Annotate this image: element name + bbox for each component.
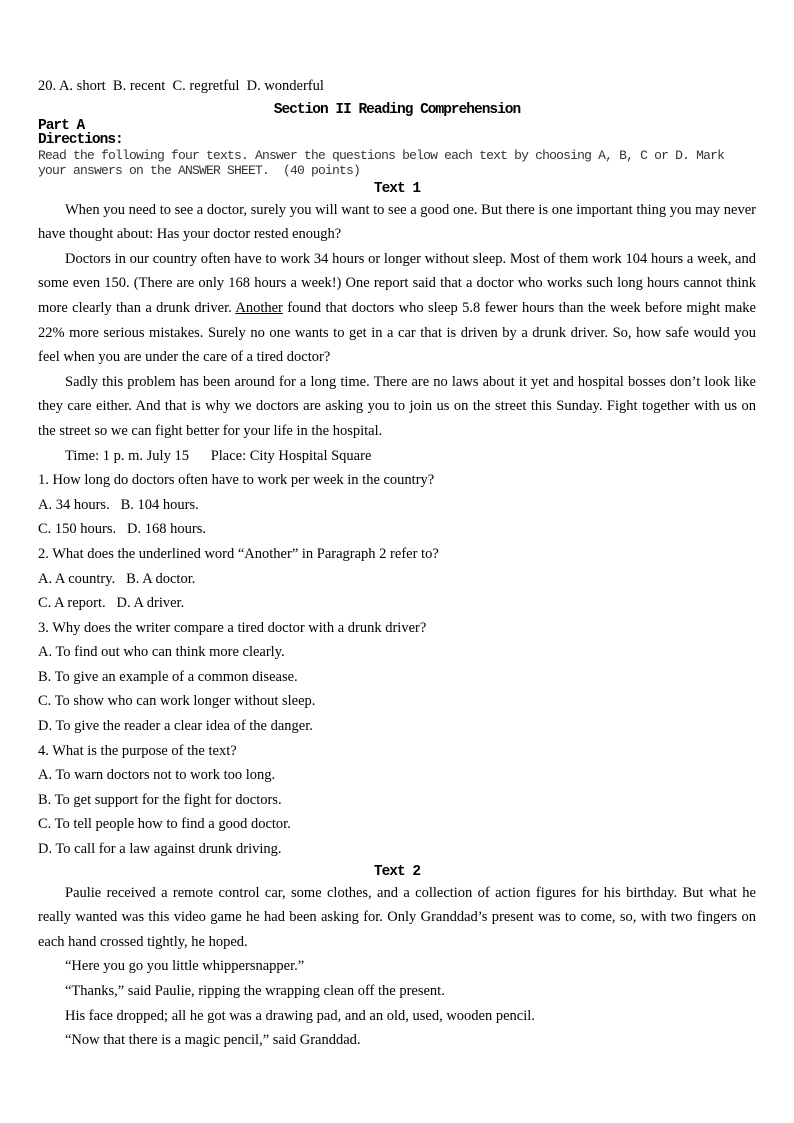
text1-paragraph-2-before: Doctors in our country often have to work 34 hours or longer without sleep. Most of them work 104 hours a week, and some even 150. (There are only 168 hours a week!) One report said that a doctor who works such long hours cannot think more clearly than a drunk driver.: [38, 250, 756, 316]
directions-label: Directions:: [38, 132, 123, 149]
option-line: B. To get support for the fight for doctors.: [38, 791, 282, 808]
dialogue-line: His face dropped; all he got was a drawing pad, and an old, used, wooden pencil.: [65, 1007, 535, 1024]
option-line: C. To tell people how to find a good doctor.: [38, 816, 291, 833]
directions-text: [38, 148, 756, 179]
dialogue-line: “Here you go you little whippersnapper.”: [65, 958, 305, 975]
question-line: 2. What does the underlined word “Another” in Paragraph 2 refer to?: [38, 545, 439, 562]
part-a-label: Part A: [38, 117, 85, 134]
question-line: 3. Why does the writer compare a tired doctor with a drunk driver?: [38, 619, 427, 636]
text1-paragraph-1: When you need to see a doctor, surely you will want to see a good one. But there is one important thing you may never have thought about: Has your doctor rested enough?: [38, 201, 756, 243]
text1-title: Text 1: [373, 180, 421, 197]
option-line: A. To find out who can think more clearly.: [38, 644, 285, 661]
directions-line: Read the following four texts. Answer the questions below each text by choosing A, B, C or D. Mark: [38, 147, 725, 163]
option-line: D. To call for a law against drunk driving.: [38, 841, 282, 858]
option-line: A. To warn doctors not to work too long.: [38, 767, 276, 784]
option-line: A. A country. B. A doctor.: [38, 570, 196, 587]
directions-line: your answers on the ANSWER SHEET. (40 points): [38, 163, 361, 179]
text1-paragraph-2: [38, 247, 756, 370]
text2-title: Text 2: [373, 863, 421, 880]
dialogue-line: “Now that there is a magic pencil,” said Granddad.: [65, 1032, 361, 1049]
question-line: 1. How long do doctors often have to work per week in the country?: [38, 472, 435, 489]
time-place-line: Time: 1 p. m. July 15 Place: City Hospital Square: [65, 447, 372, 464]
text1-paragraph-3: Sadly this problem has been around for a long time. There are no laws about it yet and hospital bosses don’t look like they care either. And that is why we doctors are asking you to join us on the street this Sunday. Fight together with us on the street so we can fight better for your life in the hospital.: [38, 373, 756, 439]
text1-paragraph-2-after: found that doctors who sleep 5.8 fewer hours than the week before might make 22% more serious mistakes. Surely no one wants to get in a car that is driven by a drunk driver. So, how safe would you feel when you are under the care of a tired doctor?: [38, 299, 756, 366]
option-line: A. 34 hours. B. 104 hours.: [38, 496, 199, 513]
option-line: D. To give the reader a clear idea of the danger.: [38, 718, 313, 735]
option-line: C. To show who can work longer without sleep.: [38, 693, 316, 710]
question-line: 4. What is the purpose of the text?: [38, 742, 237, 759]
option-line: C. A report. D. A driver.: [38, 595, 185, 612]
option-line: C. 150 hours. D. 168 hours.: [38, 521, 206, 538]
dialogue-line: “Thanks,” said Paulie, ripping the wrapping clean off the present.: [65, 983, 445, 999]
option-line: B. To give an example of a common disease.: [38, 668, 298, 685]
text1-underlined-word: Another: [235, 299, 283, 316]
section-title: Section II Reading Comprehension: [273, 101, 521, 118]
question-20-line: 20. A. short B. recent C. regretful D. wonderful: [38, 78, 324, 94]
text2-paragraph-1: Paulie received a remote control car, some clothes, and a collection of action figures for his birthday. But what he really wanted was this video game he had been asking for. Only Granddad’s present was to come, so, with two fingers on each hand crossed tightly, he hoped.: [38, 884, 756, 950]
